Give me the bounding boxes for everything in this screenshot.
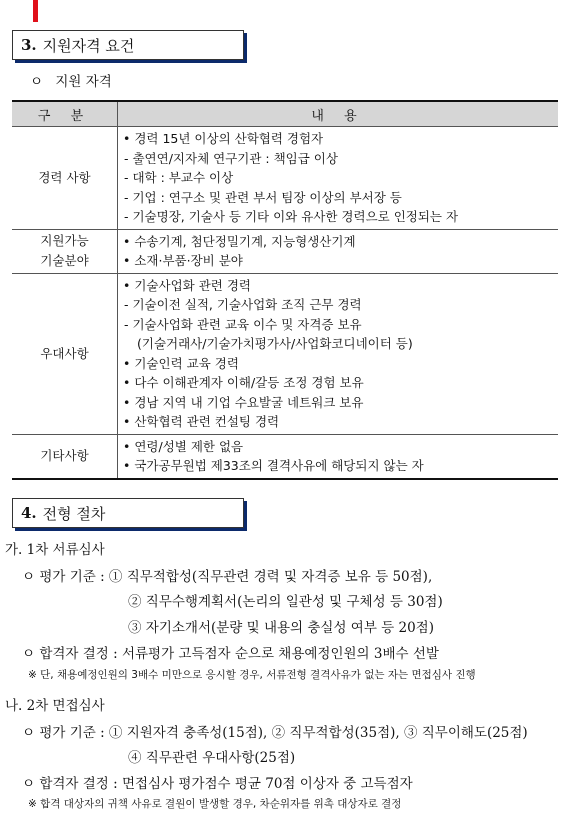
content-line: • 기술사업화 관련 경력 <box>123 277 251 293</box>
row-category <box>12 229 118 273</box>
section-3-heading <box>12 30 244 60</box>
content-line: - 기술이전 실적, 기술사업화 조직 근무 경력 <box>124 297 362 312</box>
section-4-title: 전형 절차 <box>42 504 106 523</box>
procedure-line: 나. 2차 면접심사 <box>5 698 105 714</box>
content-line: - 출연연/지자체 연구기관 : 책임급 이상 <box>124 150 338 166</box>
red-accent-bar <box>33 0 38 22</box>
qualification-table <box>12 100 558 480</box>
content-line: • 연령/성별 제한 없음 <box>123 438 244 454</box>
table-row <box>12 273 558 434</box>
procedure-line: ※ 합격 대상자의 귀책 사유로 결원이 발생할 경우, 차순위자를 위촉 대상자로 결정 <box>28 798 402 810</box>
procedure-line: ㅇ 합격자 결정 : 면접심사 평가점수 평균 70점 이상자 중 고득점자 <box>22 776 413 792</box>
row-content <box>118 273 559 434</box>
content-line: - 대학 : 부교수 이상 <box>124 170 234 185</box>
content-line: • 경력 15년 이상의 산학협력 경험자 <box>123 131 324 146</box>
row-category <box>12 434 118 479</box>
qualification-subtitle <box>30 70 112 90</box>
row-content <box>118 434 559 479</box>
content-line: • 다수 이해관계자 이해/갈등 조정 경험 보유 <box>123 375 364 390</box>
section-4-heading <box>12 498 244 528</box>
subtitle-text: 지원 자격 <box>55 74 112 90</box>
procedure-line: ③ 자기소개서(분량 및 내용의 충실성 여부 등 20점) <box>128 620 434 636</box>
category-label: 기술분야 <box>40 253 89 268</box>
section-4-number: 4. <box>21 504 37 522</box>
table-row <box>12 434 558 479</box>
row-category <box>12 273 118 434</box>
content-line: - 기술명장, 기술사 등 기타 이와 유사한 경력으로 인정되는 자 <box>124 209 459 224</box>
category-label: 기타사항 <box>40 448 89 463</box>
section-3-number: 3. <box>21 36 37 54</box>
category-label: 지원가능 <box>40 233 89 248</box>
content-line: • 경남 지역 내 기업 수요발굴 네트워크 보유 <box>123 394 364 410</box>
header-category: 구 분 <box>12 101 118 127</box>
subtitle-bullet: ㅇ <box>30 74 44 90</box>
content-line: - 기업 : 연구소 및 관련 부서 팀장 이상의 부서장 등 <box>124 189 402 205</box>
procedure-line: 가. 1차 서류심사 <box>5 542 105 558</box>
row-category <box>12 127 118 230</box>
category-label: 우대사항 <box>40 345 89 361</box>
row-content <box>118 229 559 273</box>
category-label: 경력 사항 <box>38 169 91 185</box>
section-3-title: 지원자격 요건 <box>42 36 135 55</box>
content-line: • 국가공무원법 제33조의 결격사유에 해당되지 않는 자 <box>123 458 424 473</box>
content-line: • 산학협력 관련 컨설팅 경력 <box>123 414 280 429</box>
content-line: (기술거래사/기술가치평가사/사업화코디네이터 등) <box>137 336 413 351</box>
content-line: • 소재·부품·장비 분야 <box>123 253 243 268</box>
procedure-line: ④ 직무관련 우대사항(25점) <box>128 750 296 766</box>
content-line: • 수송기계, 첨단정밀기계, 지능형생산기계 <box>123 233 356 249</box>
content-line: - 기술사업화 관련 교육 이수 및 자격증 보유 <box>124 316 362 332</box>
content-line: • 기술인력 교육 경력 <box>123 355 239 371</box>
table-row <box>12 127 558 230</box>
header-content: 내 용 <box>118 101 559 127</box>
row-content <box>118 127 559 230</box>
procedure-line: ㅇ 평가 기준 : ① 직무적합성(직무관련 경력 및 자격증 보유 등 50점), <box>22 569 433 585</box>
procedure-line: ㅇ 평가 기준 : ① 지원자격 충족성(15점), ② 직무적합성(35점), ③ 직무이해도(25점) <box>22 725 528 741</box>
procedure-line: ※ 단, 채용예정인원의 3배수 미만으로 응시할 경우, 서류전형 결격사유가 없는 자는 면접심사 진행 <box>28 669 476 681</box>
table-row <box>12 229 558 273</box>
procedure-line: ② 직무수행계획서(논리의 일관성 및 구체성 등 30점) <box>128 594 443 610</box>
procedure-line: ㅇ 합격자 결정 : 서류평가 고득점자 순으로 채용예정인원의 3배수 선발 <box>22 646 439 662</box>
